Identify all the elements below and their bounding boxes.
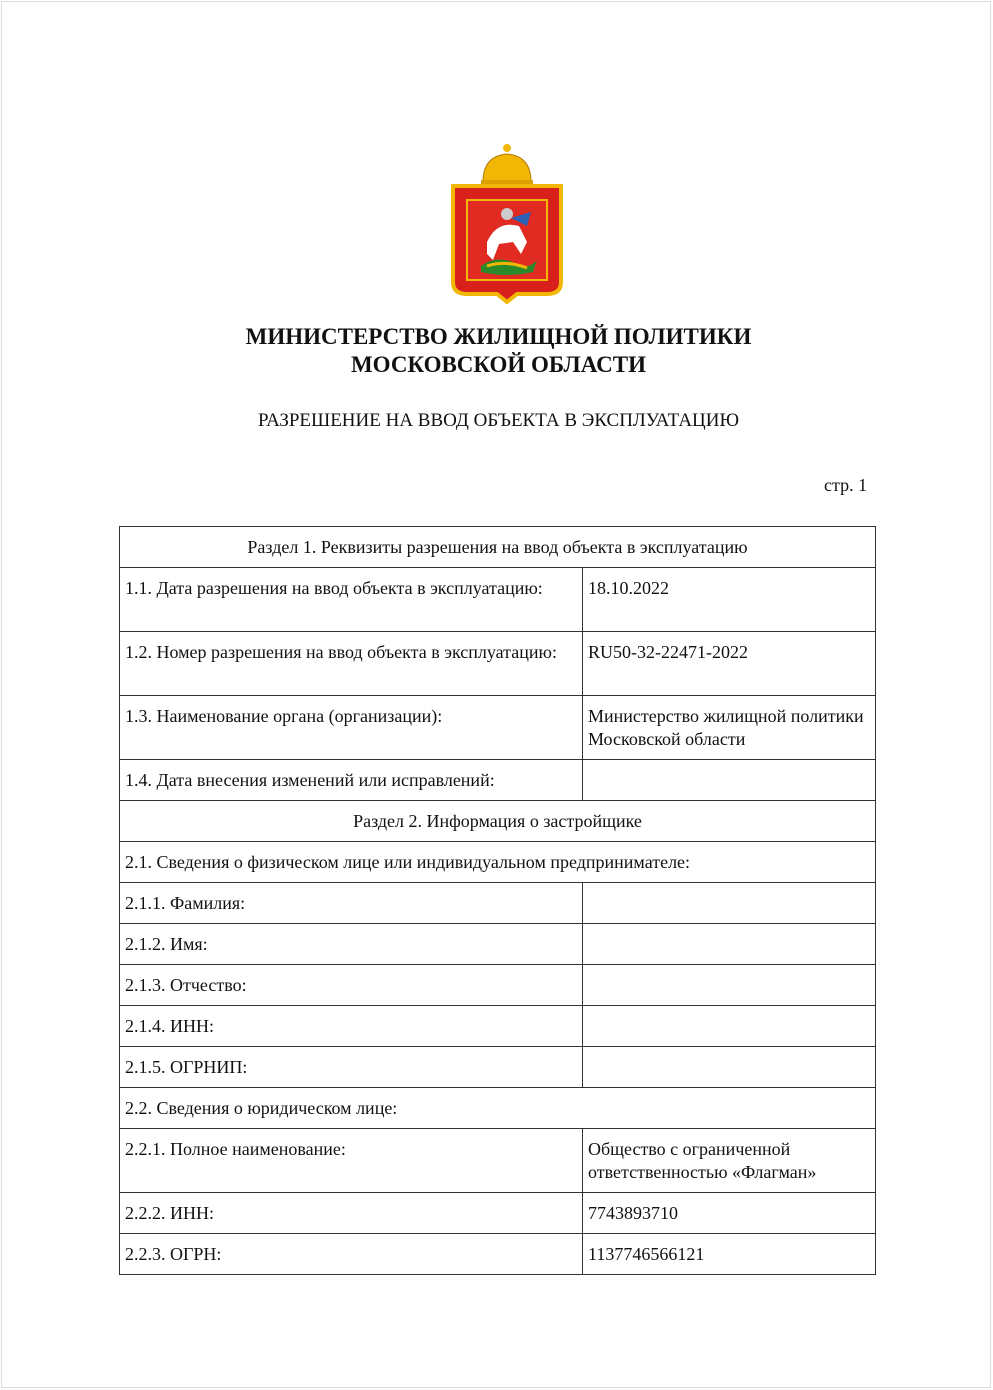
field-value: Общество с ограниченной ответственностью «Флагман» xyxy=(583,1129,876,1193)
moscow-oblast-emblem-icon xyxy=(447,142,567,304)
field-value xyxy=(583,883,876,924)
page-number: стр. 1 xyxy=(824,475,868,495)
field-value: 18.10.2022 xyxy=(583,568,876,632)
table-row xyxy=(120,760,876,801)
field-value: 7743893710 xyxy=(583,1193,876,1234)
section-header-row xyxy=(120,801,876,842)
field-label: 2.2.3. ОГРН: xyxy=(120,1234,583,1275)
field-value: RU50-32-22471-2022 xyxy=(583,632,876,696)
table-row xyxy=(120,1193,876,1234)
table-row xyxy=(120,632,876,696)
subsection-row xyxy=(120,842,876,883)
section-1-title: Раздел 1. Реквизиты разрешения на ввод объекта в эксплуатацию xyxy=(120,527,876,568)
field-label: 1.3. Наименование органа (организации): xyxy=(120,696,583,760)
permit-details-table xyxy=(119,526,876,1275)
field-label: 2.1.3. Отчество: xyxy=(120,965,583,1006)
table-row xyxy=(120,965,876,1006)
field-value xyxy=(583,1006,876,1047)
subsection-2-2-title: 2.2. Сведения о юридическом лице: xyxy=(120,1088,876,1129)
field-label: 1.1. Дата разрешения на ввод объекта в эксплуатацию: xyxy=(120,568,583,632)
field-value: 1137746566121 xyxy=(583,1234,876,1275)
table-row xyxy=(120,924,876,965)
field-label: 1.4. Дата внесения изменений или исправлений: xyxy=(120,760,583,801)
ministry-name-line1: МИНИСТЕРСТВО ЖИЛИЩНОЙ ПОЛИТИКИ xyxy=(245,324,752,349)
field-label: 2.1.1. Фамилия: xyxy=(120,883,583,924)
table-row xyxy=(120,696,876,760)
field-value: Министерство жилищной политики Московской области xyxy=(583,696,876,760)
field-label: 1.2. Номер разрешения на ввод объекта в эксплуатацию: xyxy=(120,632,583,696)
field-label: 2.1.2. Имя: xyxy=(120,924,583,965)
field-value xyxy=(583,965,876,1006)
field-label: 2.2.1. Полное наименование: xyxy=(120,1129,583,1193)
field-value xyxy=(583,924,876,965)
table-row xyxy=(120,1234,876,1275)
subsection-2-1-title: 2.1. Сведения о физическом лице или индивидуальном предпринимателе: xyxy=(120,842,876,883)
table-row xyxy=(120,1047,876,1088)
subsection-row xyxy=(120,1088,876,1129)
section-2-title: Раздел 2. Информация о застройщике xyxy=(120,801,876,842)
table-row xyxy=(120,1006,876,1047)
document-title: РАЗРЕШЕНИЕ НА ВВОД ОБЪЕКТА В ЭКСПЛУАТАЦИЮ xyxy=(257,410,740,431)
field-label: 2.1.4. ИНН: xyxy=(120,1006,583,1047)
section-header-row xyxy=(120,527,876,568)
field-value xyxy=(583,760,876,801)
table-row xyxy=(120,883,876,924)
field-label: 2.2.2. ИНН: xyxy=(120,1193,583,1234)
table-row xyxy=(120,1129,876,1193)
field-value xyxy=(583,1047,876,1088)
field-label: 2.1.5. ОГРНИП: xyxy=(120,1047,583,1088)
table-row xyxy=(120,568,876,632)
ministry-name-line2: МОСКОВСКОЙ ОБЛАСТИ xyxy=(350,352,647,377)
